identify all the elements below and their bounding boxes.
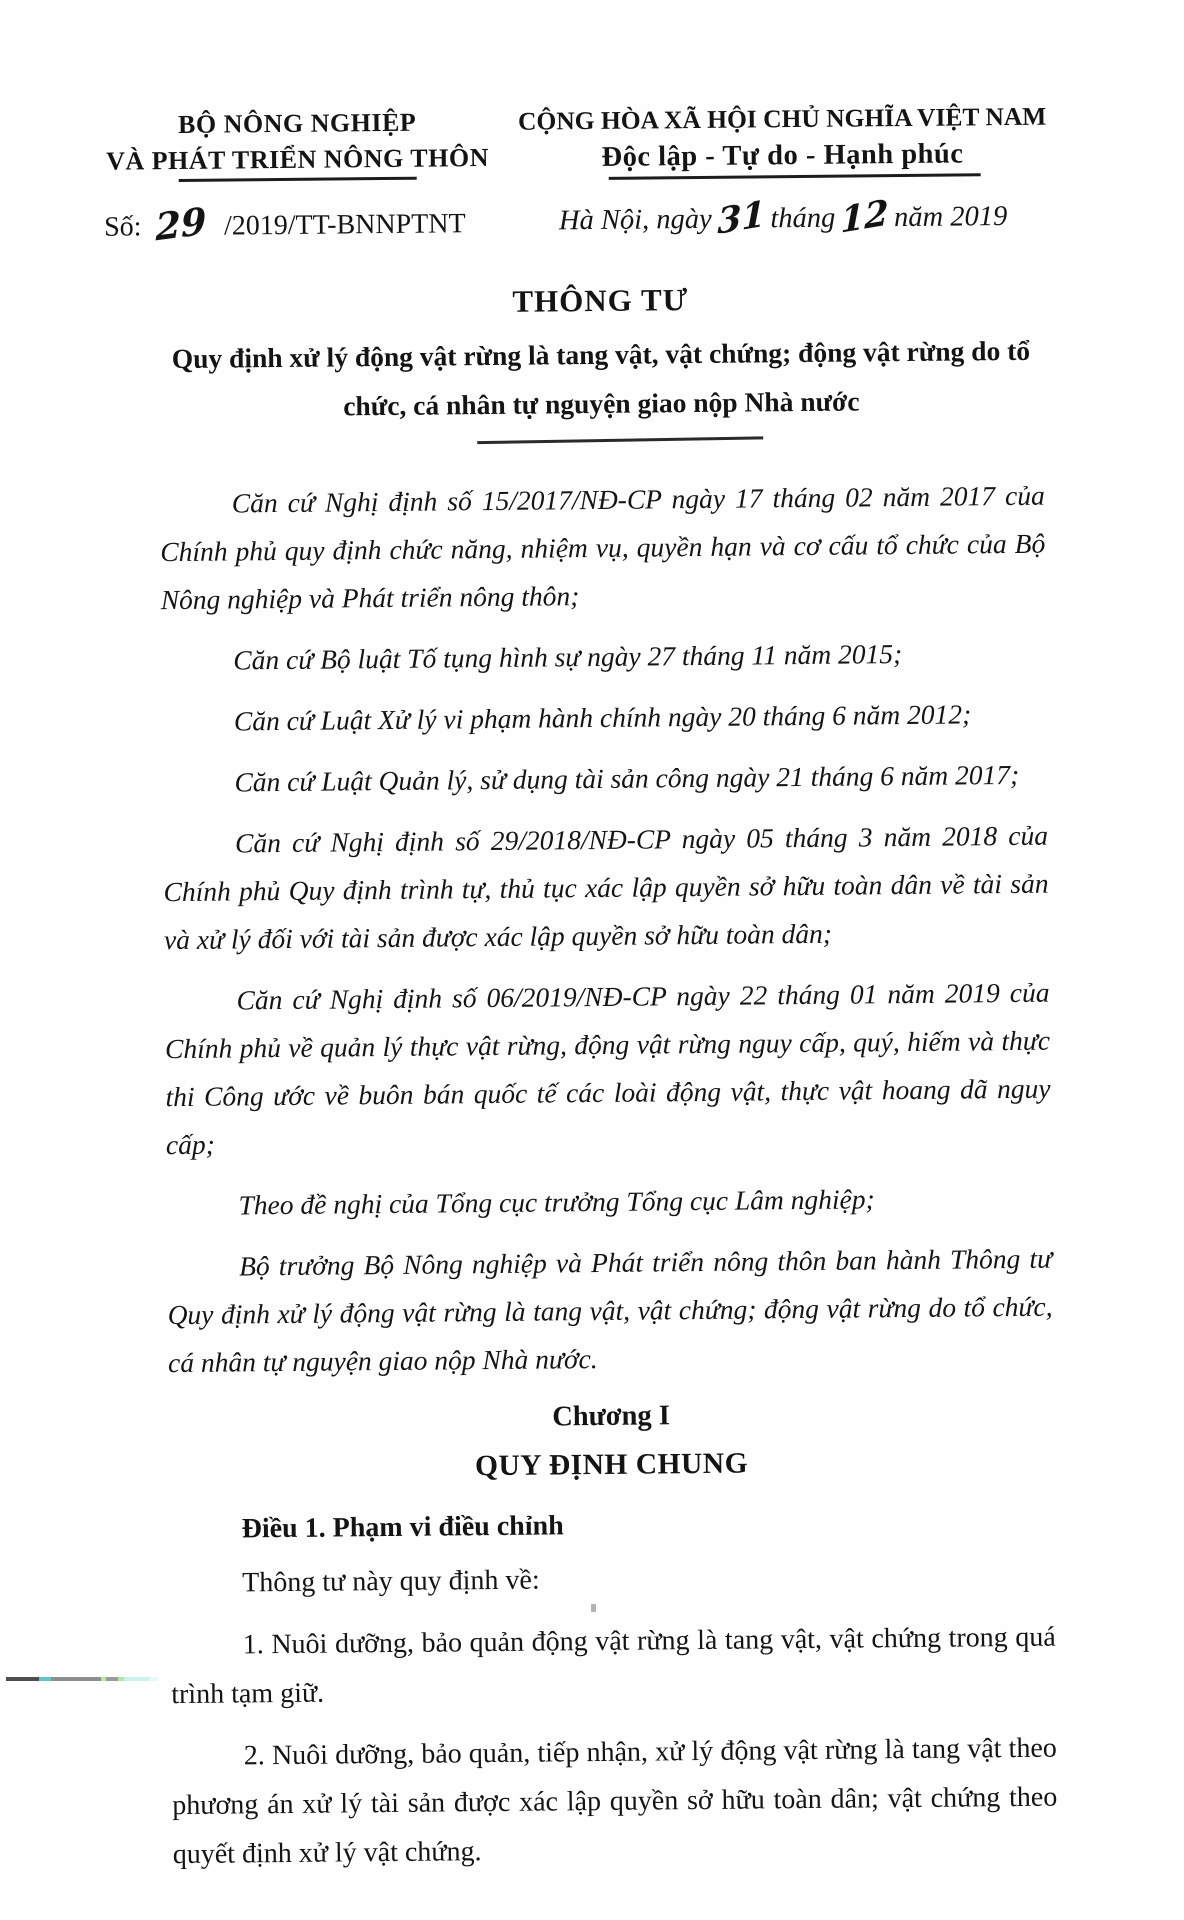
title-underline xyxy=(477,436,763,444)
preamble-paragraph: Căn cứ Nghị định số 15/2017/NĐ-CP ngày 17 tháng 02 năm 2017 của Chính phủ quy định chức năng, nhiệm vụ, quyền hạn và cơ cấu tổ chức của Bộ Nông nghiệp và Phát triển nông thôn; xyxy=(160,479,1046,616)
document-header xyxy=(101,101,1054,250)
article-paragraph: Thông tư này quy định về: xyxy=(242,1564,540,1599)
scan-artifact-segment xyxy=(106,1677,118,1681)
scan-artifact-segment xyxy=(39,1677,51,1681)
article-paragraph: 2. Nuôi dưỡng, bảo quản, tiếp nhận, xử lý động vật rừng là tang vật theo phương án xử lý tài sản được xác lập quyền sở hữu toàn dân; vật chứng theo quyết định xử lý vật chứng. xyxy=(172,1732,1058,1870)
place-date-line xyxy=(512,192,1054,243)
national-title: CỘNG HÒA XÃ HỘI CHỦ NGHĨA VIỆT NAM xyxy=(517,101,1047,136)
date-suffix: năm 2019 xyxy=(893,201,1008,234)
preamble-paragraph: Căn cứ Nghị định số 06/2019/NĐ-CP ngày 22 tháng 01 năm 2019 của Chính phủ về quản lý thực vật rừng, động vật rừng nguy cấp, quý, hiếm và thực thi Công ước về buôn bán quốc tế các loài động vật, thực vật hoang dã nguy cấp; xyxy=(164,976,1051,1161)
national-motto-block xyxy=(493,101,1054,243)
scan-artifact-segment xyxy=(149,1677,158,1681)
article-1-heading: Điều 1. Phạm vi điều chỉnh xyxy=(241,1510,564,1545)
preamble-section xyxy=(160,472,1054,1387)
scan-artifact-segment xyxy=(124,1677,149,1681)
document-number-label: Số: xyxy=(104,211,142,243)
scan-artifact-segment xyxy=(6,1677,39,1681)
document-subject: Quy định xử lý động vật rừng là tang vật, vật chứng; động vật rừng do tổ chức, cá nhân tự nguyện giao nộp Nhà nước xyxy=(171,334,1031,422)
preamble-paragraph: Căn cứ Bộ luật Tố tụng hình sự ngày 27 tháng 11 năm 2015; xyxy=(233,637,903,676)
date-prefix: Hà Nội, ngày xyxy=(558,203,712,237)
article-paragraph: 1. Nuôi dưỡng, bảo quản động vật rừng là tang vật, vật chứng trong quá trình tạm giữ. xyxy=(171,1621,1056,1710)
preamble-paragraph: Căn cứ Luật Quản lý, sử dụng tài sản công ngày 21 tháng 6 năm 2017; xyxy=(234,758,1020,798)
document-number-line xyxy=(102,198,494,250)
preamble-paragraph: Bộ trưởng Bộ Nông nghiệp và Phát triển nông thôn ban hành Thông tư Quy định xử lý động vật rừng là tang vật, vật chứng; động vật rừng do tổ chức, cá nhân tự nguyện giao nộp Nhà nước. xyxy=(167,1242,1053,1379)
preamble-paragraph: Theo đề nghị của Tổng cục trưởng Tổng cục Lâm nghiệp; xyxy=(238,1183,875,1221)
issuing-agency-underline xyxy=(179,177,417,182)
document-number-handwritten: 29 xyxy=(155,198,208,250)
chapter-heading-block xyxy=(168,1397,1054,1486)
date-month-handwritten: 12 xyxy=(840,192,889,242)
scan-artifact-bottom-stripe xyxy=(6,1677,158,1681)
issuing-agency-block xyxy=(101,107,494,250)
preamble-paragraph: Căn cứ Luật Xử lý vi phạm hành chính ngày 20 tháng 6 năm 2012; xyxy=(233,698,972,737)
preamble-paragraph: Căn cứ Nghị định số 29/2018/NĐ-CP ngày 05 tháng 3 năm 2018 của Chính phủ Quy định trình tự, thủ tục xác lập quyền sở hữu toàn dân về tài sản và xử lý đối với tài sản được xác lập quyền sở hữu toàn dân; xyxy=(163,819,1049,956)
chapter-label: Chương I xyxy=(552,1400,671,1433)
article-1-body xyxy=(170,1551,1058,1879)
date-mid: tháng xyxy=(770,202,836,235)
scan-artifact-segment xyxy=(51,1677,101,1681)
date-day-handwritten: 31 xyxy=(716,193,766,243)
chapter-title: QUY ĐỊNH CHUNG xyxy=(474,1447,749,1483)
scan-artifact-speck xyxy=(591,1604,596,1612)
document-type-title: THÔNG TƯ xyxy=(512,282,689,319)
issuing-agency-name-line1: BỘ NÔNG NGHIỆP xyxy=(177,107,417,139)
national-motto: Độc lập - Tự do - Hạnh phúc xyxy=(601,138,964,173)
document-number-suffix: /2019/TT-BNNPTNT xyxy=(216,208,466,242)
document-title-block xyxy=(158,279,1044,446)
national-motto-underline xyxy=(609,173,981,180)
issuing-agency-name-line2: VÀ PHÁT TRIỂN NÔNG THÔN xyxy=(105,142,490,176)
